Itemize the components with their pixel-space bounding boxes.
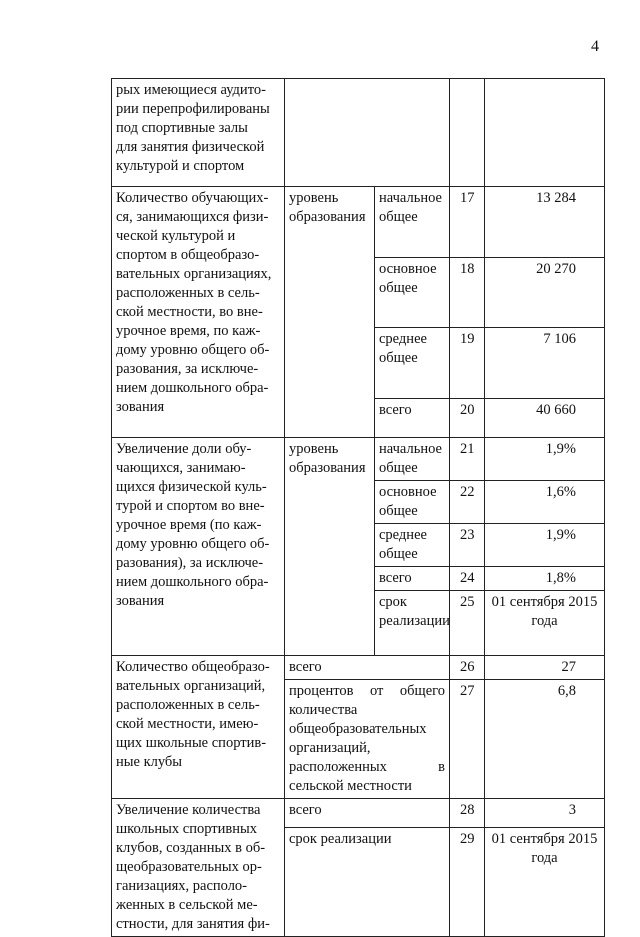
value-cell: 3: [485, 799, 605, 828]
value-cell: 7 106: [485, 328, 605, 399]
row-number-cell: 24: [450, 567, 485, 591]
value-cell: 01 сентября 2015 года: [485, 591, 605, 656]
subcategory-cell: основное общее: [375, 257, 450, 328]
row-number-cell: 27: [450, 680, 485, 799]
level-label-cell: уровень образования: [285, 438, 375, 656]
subcategory-cell: всего: [375, 398, 450, 437]
subcategory-cell: срок реализации: [375, 591, 450, 656]
indicator-cell: рых имеющиеся аудито- рии перепрофилированы под спортивные залы для занятия физической культурой и спортом: [112, 79, 285, 187]
row-number-cell: 28: [450, 799, 485, 828]
page-number: 4: [591, 38, 599, 55]
value-cell: 01 сентября 2015 года: [485, 828, 605, 937]
subcategory-cell: среднее общее: [375, 524, 450, 567]
indicator-cell: Количество общеобразо- вательных организаций, расположенных в сель- ской местности, имею- щих школьные спортив- ные клубы: [112, 656, 285, 799]
row-number-cell: 20: [450, 398, 485, 437]
subcategory-cell: начальное общее: [375, 187, 450, 258]
empty-cell: [450, 79, 485, 187]
value-cell: 1,9%: [485, 524, 605, 567]
row-number-cell: 18: [450, 257, 485, 328]
indicators-table: [111, 78, 605, 937]
indicator-cell: Увеличение количества школьных спортивных клубов, созданных в об- щеобразовательных ор- ганизациях, располо- женных в сельской ме- стности, для занятия фи-: [112, 799, 285, 937]
level-label-cell: уровень образования: [285, 187, 375, 438]
value-cell: 1,9%: [485, 438, 605, 481]
value-cell: 27: [485, 656, 605, 680]
subcategory-cell: среднее общее: [375, 328, 450, 399]
value-cell: 20 270: [485, 257, 605, 328]
table-row: [112, 438, 605, 481]
row-number-cell: 21: [450, 438, 485, 481]
value-cell: 13 284: [485, 187, 605, 258]
indicator-cell: Увеличение доли обу- чающихся, занимаю- щихся физической куль- турой и спортом во вне- урочное время (по каж- дому уровню общего об- разования), за исключе- нием дошкольного обра- зования: [112, 438, 285, 656]
subcategory-cell: срок реализации: [285, 828, 450, 937]
row-number-cell: 29: [450, 828, 485, 937]
indicator-cell: Количество обучающих- ся, занимающихся физи- ческой культурой и спортом в общеобразо- вательных организациях, расположенных в сель- ской местности, во вне- урочное время, по каж- дому уровню общего об- разования, за исключе- нием дошкольного обра- зования: [112, 187, 285, 438]
table-row: [112, 187, 605, 258]
row-number-cell: 25: [450, 591, 485, 656]
row-number-cell: 23: [450, 524, 485, 567]
empty-cell: [285, 79, 450, 187]
row-number-cell: 17: [450, 187, 485, 258]
table-row: [112, 799, 605, 828]
value-cell: 40 660: [485, 398, 605, 437]
subcategory-cell: всего: [285, 799, 450, 828]
subcategory-cell: всего: [285, 656, 450, 680]
value-cell: 1,8%: [485, 567, 605, 591]
row-number-cell: 22: [450, 481, 485, 524]
subcategory-cell: процентов от общего количества общеобразовательных организаций, расположенных в сельской местности: [285, 680, 450, 799]
value-cell: 6,8: [485, 680, 605, 799]
empty-cell: [485, 79, 605, 187]
row-number-cell: 19: [450, 328, 485, 399]
subcategory-cell: основное общее: [375, 481, 450, 524]
row-number-cell: 26: [450, 656, 485, 680]
table-row: [112, 656, 605, 680]
value-cell: 1,6%: [485, 481, 605, 524]
table-row: [112, 79, 605, 187]
subcategory-cell: начальное общее: [375, 438, 450, 481]
subcategory-cell: всего: [375, 567, 450, 591]
